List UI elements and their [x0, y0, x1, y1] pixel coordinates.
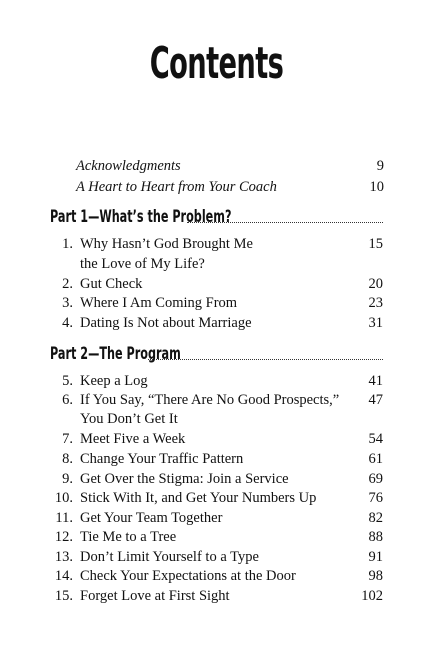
chapter-page: 54: [368, 431, 383, 447]
chapter-number: 15.: [54, 588, 73, 604]
chapter-number: 12.: [54, 529, 73, 545]
chapter-page: 15: [368, 236, 383, 252]
chapter-title: Check Your Expectations at the Door: [80, 568, 296, 584]
chapter-page: 76: [368, 490, 383, 506]
chapter-title: Why Hasn’t God Brought Me: [80, 236, 253, 252]
front-matter-page: 9: [376, 158, 384, 174]
chapter-page: 69: [368, 471, 383, 487]
chapter-row-6[interactable]: [50, 391, 383, 431]
page-title: Contents: [149, 38, 284, 89]
front-matter-page: 10: [369, 179, 384, 195]
chapter-page: 23: [368, 295, 383, 311]
chapter-page: 47: [368, 392, 383, 408]
chapter-number: 2.: [62, 276, 73, 292]
leader-dots: [187, 222, 383, 223]
chapter-title: Forget Love at First Sight: [80, 588, 230, 604]
chapter-number: 7.: [62, 431, 73, 447]
chapter-title-continued: You Don’t Get It: [80, 411, 178, 427]
chapter-page: 88: [368, 529, 383, 545]
chapter-page: 98: [368, 568, 383, 584]
part-heading-1[interactable]: Part 1—What’s the Problem?: [50, 205, 383, 227]
chapter-title: Meet Five a Week: [80, 431, 186, 447]
chapter-title: Gut Check: [80, 276, 143, 292]
chapter-page: 102: [361, 588, 383, 604]
chapter-title: Don’t Limit Yourself to a Type: [80, 549, 259, 565]
front-matter-title: Acknowledgments: [76, 158, 181, 174]
chapter-page: 41: [368, 373, 383, 389]
leader-dots: [148, 359, 383, 360]
chapter-number: 14.: [54, 568, 73, 584]
chapter-page: 91: [368, 549, 383, 565]
chapter-number: 11.: [55, 510, 73, 526]
chapter-number: 1.: [62, 236, 73, 252]
chapter-title: Keep a Log: [80, 373, 148, 389]
front-matter-title: A Heart to Heart from Your Coach: [76, 179, 277, 195]
part-heading-2[interactable]: Part 2—The Program: [50, 342, 383, 364]
chapter-title: Get Over the Stigma: Join a Service: [80, 471, 289, 487]
front-matter-acknowledgments[interactable]: [76, 157, 384, 175]
chapter-title-continued: the Love of My Life?: [80, 256, 205, 272]
chapter-number: 9.: [62, 471, 73, 487]
chapter-page: 82: [368, 510, 383, 526]
chapter-page: 61: [368, 451, 383, 467]
front-matter-heart-to-heart[interactable]: [76, 178, 384, 196]
chapter-page: 20: [368, 276, 383, 292]
chapter-page: 31: [368, 315, 383, 331]
chapter-title: Get Your Team Together: [80, 510, 223, 526]
chapter-number: 6.: [62, 392, 73, 408]
chapter-number: 5.: [62, 373, 73, 389]
chapter-number: 8.: [62, 451, 73, 467]
chapter-title: Where I Am Coming From: [80, 295, 238, 311]
chapter-title: If You Say, “There Are No Good Prospects,”: [80, 392, 340, 408]
chapter-number: 10.: [54, 490, 73, 506]
chapter-row-1[interactable]: [50, 235, 383, 275]
chapter-number: 3.: [62, 295, 73, 311]
chapter-title: Tie Me to a Tree: [80, 529, 177, 545]
chapter-title: Change Your Traffic Pattern: [80, 451, 244, 467]
chapter-title: Stick With It, and Get Your Numbers Up: [80, 490, 317, 506]
chapter-title: Dating Is Not about Marriage: [80, 315, 252, 331]
chapter-number: 4.: [62, 315, 73, 331]
chapter-number: 13.: [54, 549, 73, 565]
